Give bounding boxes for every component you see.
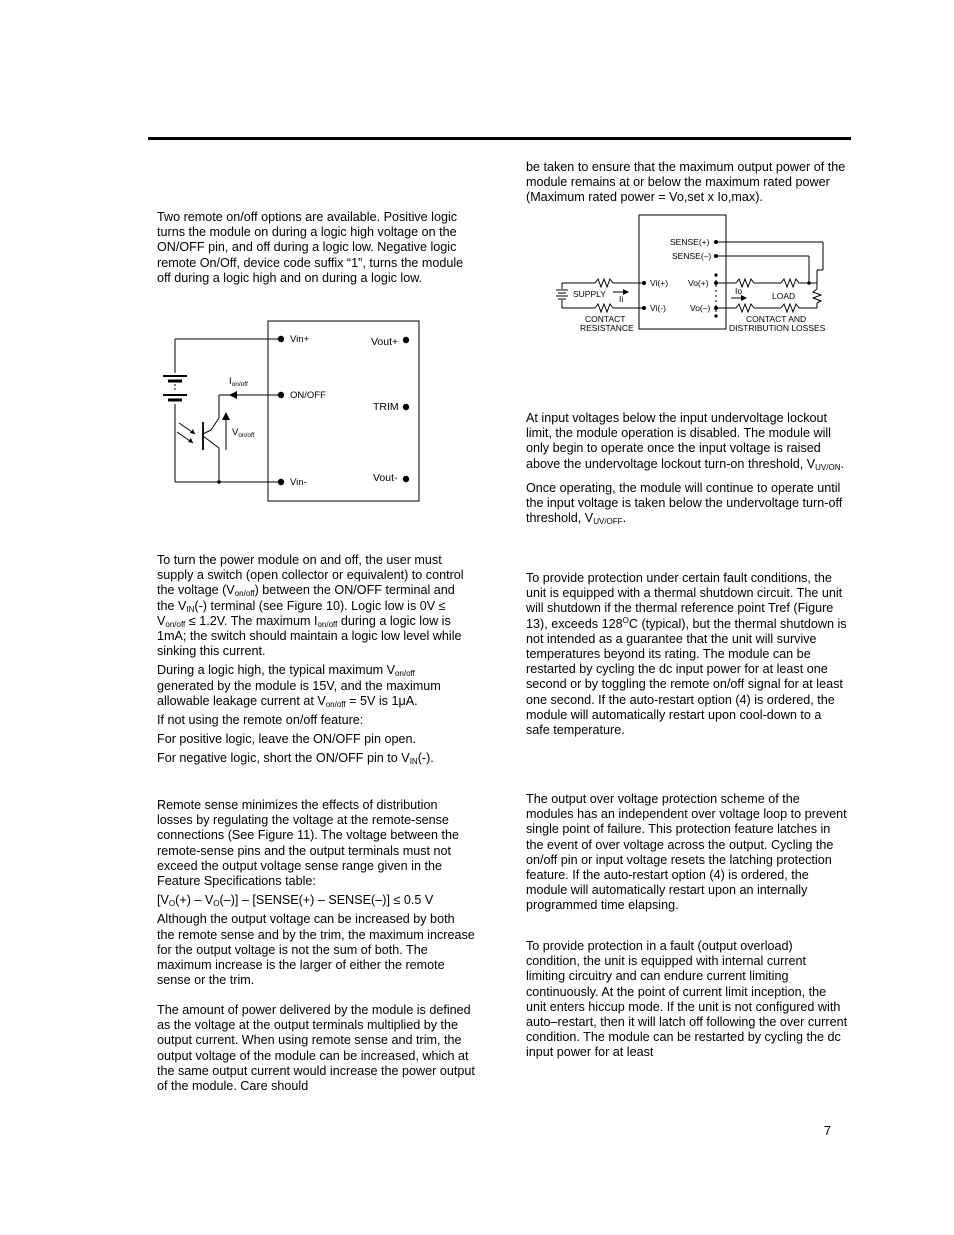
remote-sense-paragraph: Remote sense minimizes the effects of distribution losses by regulating the voltage at the remote-sense connections (See Figure 11). The voltage between the remote-sense pins and the output terminals must not exceed the output voltage sense range given in the Feature Specifications table: xyxy=(157,798,459,889)
load-label: LOAD xyxy=(772,291,796,301)
left-column-top xyxy=(157,210,475,286)
contact-label-2: RESISTANCE xyxy=(580,323,634,333)
uvlo-paragraph-1: At input voltages below the input undervoltage lockout limit, the module operation is disabled. The module will only begin to operate once the input voltage is raised above the undervoltage lockout turn-on threshold, $V_{UV/ON}$. xyxy=(526,411,844,472)
dist-label-2: DISTRIBUTION LOSSES xyxy=(729,323,826,333)
vo-plus-label: Vo(+) xyxy=(688,278,709,288)
sense-plus-label: SENSE(+) xyxy=(670,237,710,247)
vi-minus-pin xyxy=(642,306,646,310)
remote-onoff-paragraph: Two remote on/off options are available. Positive logic turns the module on during a logic high voltage on the ON/OFF pin, and off during a logic low. Negative logic remote On/Off, device code suffix “1”, turns the module off during a logic high and on during a logic low. xyxy=(157,210,464,285)
vout-plus-pin xyxy=(403,337,409,343)
vi-minus-label: Vi(-) xyxy=(650,303,666,313)
current-arrow xyxy=(229,391,237,399)
vout-minus-pin xyxy=(403,476,409,482)
sense-minus-label: SENSE(–) xyxy=(672,251,712,261)
sense-equation: $[V_O(+) - V_O(-)]$ – [SENSE(+) – SENSE(–)] ≤ 0.5 V xyxy=(157,893,434,909)
ocp-paragraph: To provide protection in a fault (output overload) condition, the unit is equipped with internal current limiting circuitry and can endure current limiting continuously. At the point of current limit inception, the unit enters hiccup mode. If the unit is not configured with auto–restart, then it will latch off following the over current condition. The module can be restarted by cycling the dc input power for at least xyxy=(526,939,848,1060)
positive-logic-paragraph: For positive logic, leave the ON/OFF pin open. xyxy=(157,732,416,747)
header-rule xyxy=(148,137,851,140)
left-column-sense xyxy=(157,798,475,988)
vi-plus-pin xyxy=(642,281,646,285)
right-column-ovp xyxy=(526,792,848,914)
trim-label: TRIM xyxy=(373,401,399,413)
onoff-label: ON/OFF xyxy=(290,390,326,401)
figure-11-remote-sense xyxy=(553,212,833,342)
logic-high-paragraph: During a logic high, the typical maximum $V_{on/off}$ generated by the module is 15V, and the maximum allowable leakage current at $V_{on/off} = 5V$ is 1μA. xyxy=(157,663,441,709)
not-using-paragraph: If not using the remote on/off feature: xyxy=(157,713,364,728)
vout-plus-label: Vout+ xyxy=(371,336,399,348)
negative-logic-paragraph: For negative logic, short the ON/OFF pin to $V_{IN}(-)$. xyxy=(157,751,434,767)
contact-resistor-bottom xyxy=(595,304,613,312)
ovp-paragraph: The output over voltage protection scheme of the modules has an independent over voltage loop to prevent single point of failure. This protection feature latches in the event of over voltage across the output. Cycling the on/off pin or input voltage resets the latching protection feature. If the auto-restart option (4) is ordered, the module will automatically restart upon an internally programmed time elapsing. xyxy=(526,792,847,913)
vout-minus-label: Vout- xyxy=(373,472,398,484)
vi-plus-label: Vi(+) xyxy=(650,278,669,288)
vin-minus-label: Vin- xyxy=(290,477,307,488)
uvlo-paragraph-2: Once operating, the module will continue to operate until the input voltage is taken below the undervoltage turn-off threshold, $V_{UV/OFF}$. xyxy=(526,480,843,527)
figure-10-onoff-circuit xyxy=(157,318,427,513)
page-number: 7 xyxy=(824,1124,832,1138)
ii-label: Ii xyxy=(619,294,624,304)
power-continued-paragraph: be taken to ensure that the maximum output power of the module remains at or below the maximum rated power (Maximum rated power = Vo,set x Io,max). xyxy=(526,160,846,205)
trim-pin xyxy=(403,404,409,410)
right-column-top xyxy=(526,160,848,206)
ion-label: $I_{on/off}$ xyxy=(229,376,248,388)
thermal-paragraph: To provide protection under certain fault conditions, the unit is equipped with a thermal shutdown circuit. The unit will shutdown if the thermal reference point Tref (Figure 13), exceeds $128^OC$ (typical), but the thermal shutdown is not intended as a guarantee that the unit will survive temperatures beyond its rating. The module can be restarted by cycling the dc input power for at least one second or by toggling the remote on/off signal for at least one second. If the auto-restart option (4) is ordered, the module will automatically restart upon cool-down to a safe temperature. xyxy=(526,571,847,738)
von-label: $V_{on/off}$ xyxy=(232,427,255,439)
vo-minus-label: Vo(–) xyxy=(690,303,711,313)
right-column-thermal xyxy=(526,571,848,738)
left-column-main xyxy=(157,553,475,767)
trim-paragraph: Although the output voltage can be increased by both the remote sense and by the trim, the maximum increase for the output voltage is not the sum of both. The maximum increase is the larger of either the remote sense or the trim. xyxy=(157,912,475,988)
load-resistor xyxy=(813,289,821,303)
switch-paragraph: To turn the power module on and off, the user must supply a switch (open collector or equivalent) to control the voltage $(V_{on/off})$ between the ON/OFF terminal and the $V_{IN}(-)$ terminal (see Figure 10). Logic low is $0V \le V_{on/off} \le 1.2V$. The maximum $I_{on/off}$ during a logic low is 1mA; the switch should maintain a logic low level while sinking this current. xyxy=(157,553,464,659)
contact-resistor-top xyxy=(595,279,613,287)
dist-label-1: CONTACT AND xyxy=(746,314,807,324)
right-column-ocp xyxy=(526,939,848,1061)
io-label: Io xyxy=(735,286,743,296)
vin-plus-label: Vin+ xyxy=(290,334,310,345)
supply-label: SUPPLY xyxy=(573,289,606,299)
left-column-power xyxy=(157,1003,475,1094)
right-column-uvlo xyxy=(526,411,848,526)
output-power-paragraph: The amount of power delivered by the module is defined as the voltage at the output terminals multiplied by the output current. When using remote sense and trim, the output voltage of the module can be increased, which at the same output current would increase the power output of the module. Care should xyxy=(157,1003,475,1094)
contact-label-1: CONTACT xyxy=(585,314,626,324)
